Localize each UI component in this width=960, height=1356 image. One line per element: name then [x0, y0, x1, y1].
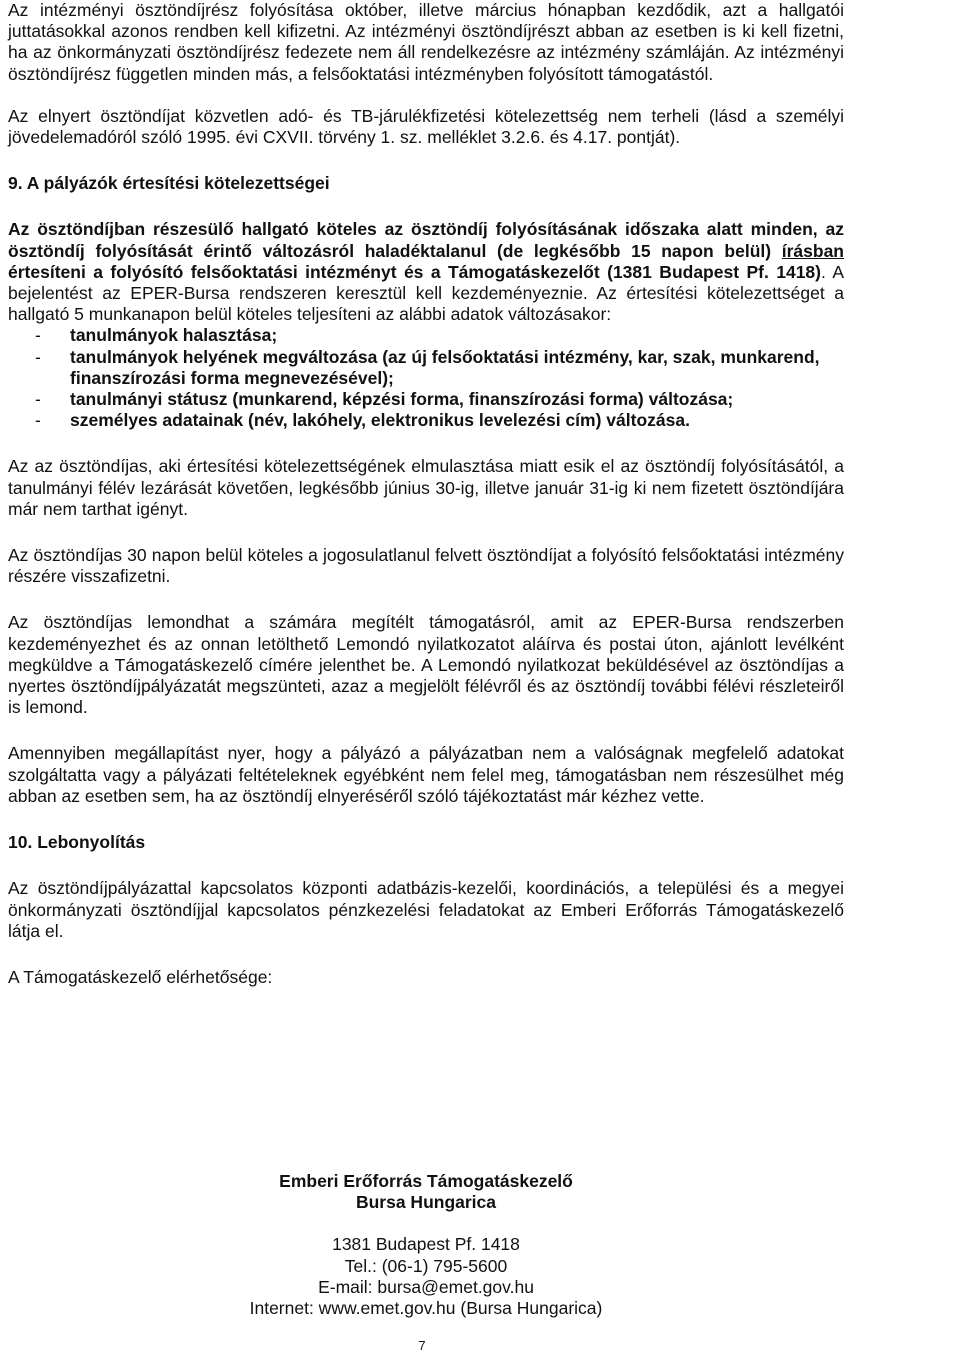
list-item: - tanulmányok helyének megváltozása (az új felsőoktatási intézmény, kar, szak, munkarend, finanszírozási forma megnevezésével);: [8, 347, 844, 389]
contact-program-name: Bursa Hungarica: [355, 1192, 497, 1213]
list-item: - tanulmányi státusz (munkarend, képzési forma, finanszírozási forma) változása;: [8, 389, 844, 410]
paragraph-valotlan-adatok: Amennyiben megállapítást nyer, hogy a pályázó a pályázatban nem a valóságnak megfelelő adatokat szolgáltatta vagy a pályázati feltételeknek egyébként nem felel meg, támogatásban nem részesülhet még abban az esetben sem, ha az ösztöndíj elnyeréséről szóló tájékoztatást már kézhez vette.: [8, 743, 844, 806]
page-number: 7: [418, 1338, 426, 1353]
contact-phone: Tel.: (06-1) 795-5600: [344, 1255, 508, 1276]
paragraph-ado-tb: Az elnyert ösztöndíjat közvetlen adó- és TB-járulékfizetési kötelezettség nem terheli (lásd a személyi jövedelemadóról szóló 1995. évi CXVII. törvény 1. sz. melléklet 3.2.6. és 4.17. pontját).: [8, 105, 844, 148]
section-heading-10: 10. Lebonyolítás: [8, 832, 146, 853]
paragraph-ertesitesi-kotelezettseg: [8, 219, 844, 325]
paragraph-lemondas: Az ösztöndíjas lemondhat a számára megítélt támogatásról, amit az EPER-Bursa rendszerben kezdeményezhet és az onnan letölthető Lemondó nyilatkozatot aláírva és postai úton, ajánlott levélként megküldve a Támogatáskezelő címére jelenthet be. A Lemondó nyilatkozat beküldésével az ösztöndíjas a nyertes ösztöndíjpályázatát megszünteti, azaz a megjelölt félévről és az ösztöndíj további félévi részleteiről is lemond.: [8, 612, 844, 718]
paragraph-text: . A bejelentést az EPER-Bursa rendszeren keresztül kell kezdeményeznie. Az értesítési kötelezettséget a hallgató 5 munkanapon belül köteles teljesíteni az alábbi adatok változásakor:: [8, 261, 844, 325]
change-list: [8, 325, 844, 431]
paragraph-lebonyolitas: Az ösztöndíjpályázattal kapcsolatos központi adatbázis-kezelői, koordinációs, a települési és a megyei önkormányzati ösztöndíjjal kapcsolatos pénzkezelési feladatokat az Emberi Erőforrás Támogatáskezelő látja el.: [8, 878, 844, 941]
document-page: [8, 0, 844, 988]
list-item: - tanulmányok halasztása;: [8, 325, 844, 346]
contact-website: Internet: www.emet.gov.hu (Bursa Hungarica): [249, 1298, 603, 1319]
paragraph-visszafizetes: Az ösztöndíjas 30 napon belül köteles a jogosulatlanul felvett ösztöndíjat a folyósító felsőoktatási intézmény részére visszafizetni.: [8, 545, 844, 587]
contact-org-name: Emberi Erőforrás Támogatáskezelő: [279, 1171, 573, 1191]
paragraph-elerhetoseg: A Támogatáskezelő elérhetősége:: [8, 966, 273, 987]
paragraph-elmulasztas: Az az ösztöndíjas, aki értesítési kötelezettségének elmulasztása miatt esik el az ösztöndíj folyósításától, a tanulmányi félév lezárását követően, legkésőbb június 30-ig, illetve január 31-ig ki nem fizetett ösztöndíjára már nem tarthat igényt.: [8, 456, 844, 519]
bold-text: értesíteni a folyósító felsőoktatási intézményt és a Támogatáskezelőt (1381 Budapest Pf. 1418): [8, 261, 821, 282]
paragraph-text: Az intézményi ösztöndíjrész folyósítása október, illetve március hónapban kezdődik, azt a hallgatói juttatásokkal azonos rendben kell kifizetni. Az intézményi ösztöndíjrészt abban az esetben is ki kell fizetni, ha az önkormányzati ösztöndíjrész fedezete nem áll rendelkezésre az intézmény számláján.: [8, 0, 844, 63]
underlined-text: írásban: [781, 240, 844, 261]
section-heading-9: 9. A pályázók értesítési kötelezettségei: [8, 173, 330, 194]
paragraph-text: Az intézményi ösztöndíjrész független minden más, a felsőoktatási intézményben folyósított támogatástól.: [8, 42, 844, 84]
contact-address: 1381 Budapest Pf. 1418: [332, 1234, 520, 1255]
contact-email: E-mail: bursa@emet.gov.hu: [318, 1276, 534, 1297]
bold-text: Az ösztöndíjban részesülő hallgató köteles az ösztöndíj folyósításának időszaka alatt minden, az ösztöndíj folyósítását érintő változásról haladéktalanul (de legkésőbb 15 napon belül): [8, 219, 844, 261]
list-item: - személyes adatainak (név, lakóhely, elektronikus levelezési cím) változása.: [8, 410, 844, 431]
contact-block: [8, 1171, 844, 1319]
paragraph-intezmenyi-osztondijresz: [8, 0, 844, 85]
